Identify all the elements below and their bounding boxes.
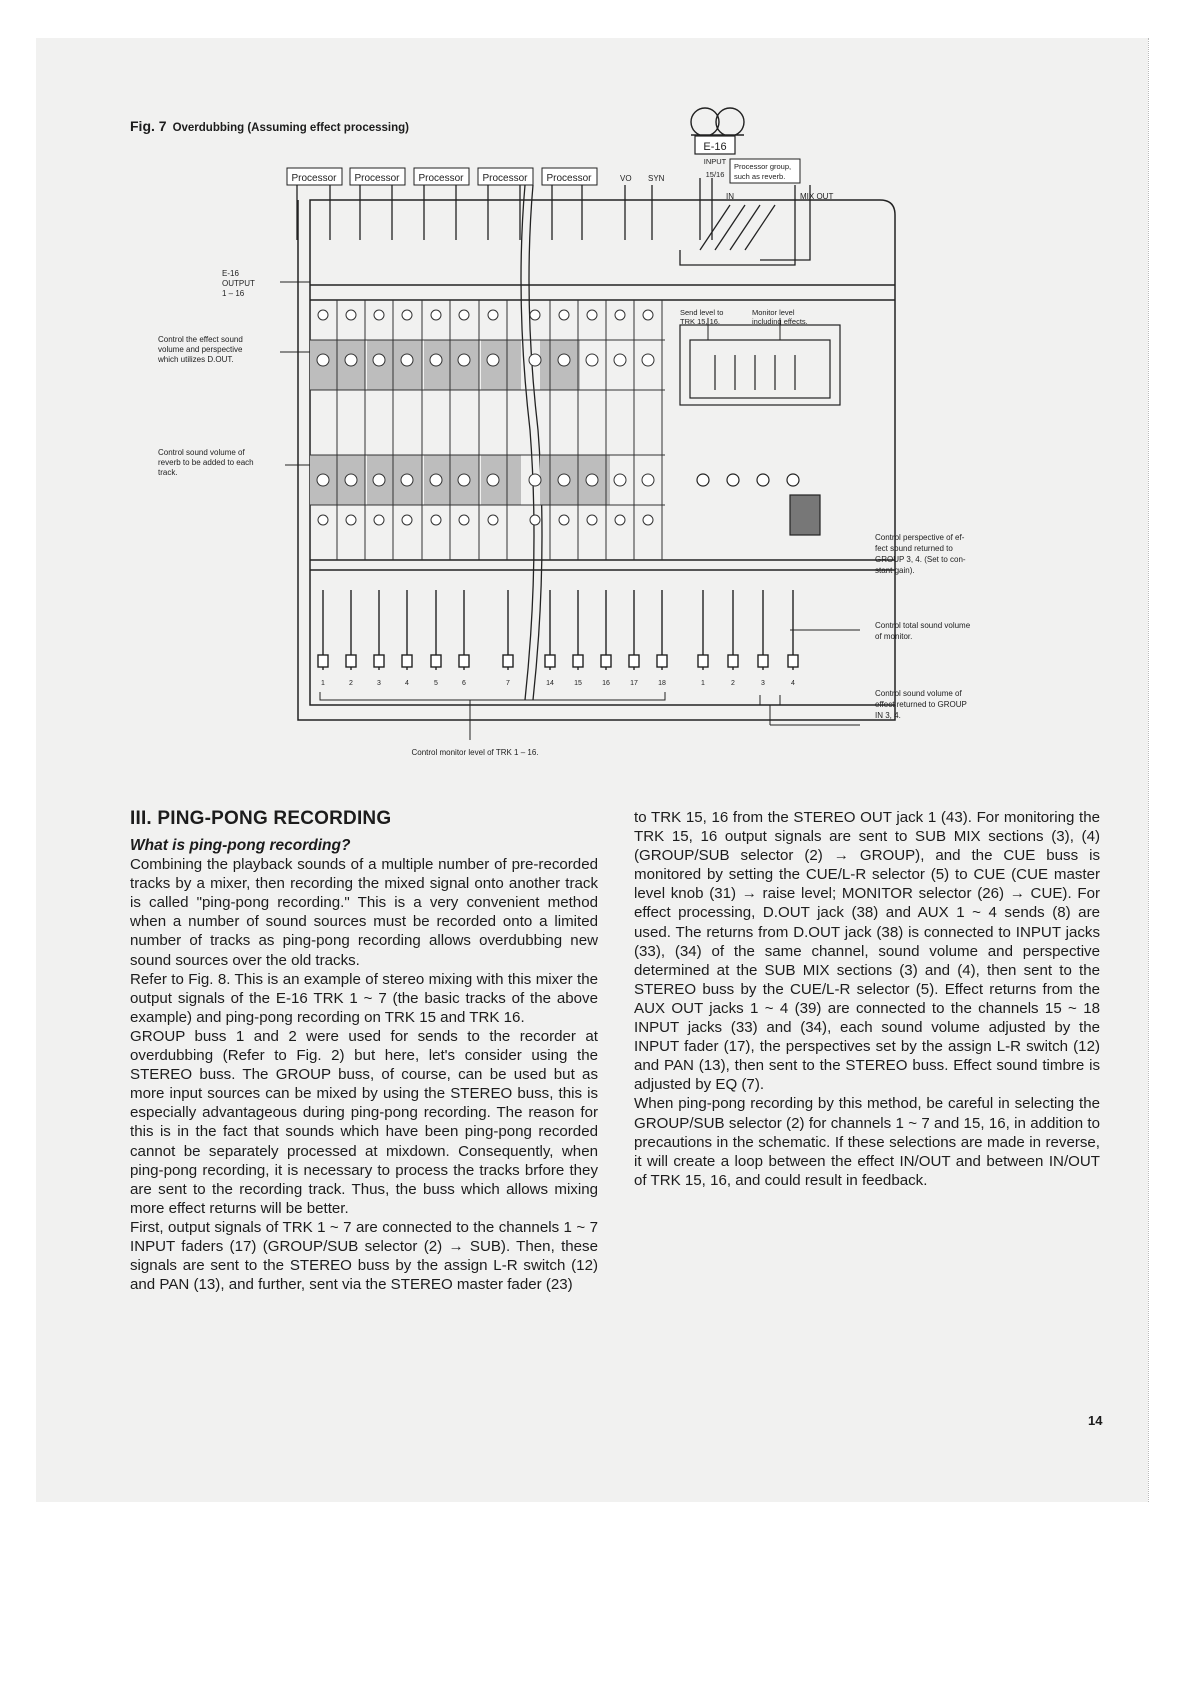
fader-number: 7 bbox=[506, 680, 510, 687]
note-reverb-3: track. bbox=[158, 468, 178, 477]
fader-number: 17 bbox=[630, 680, 638, 687]
figure-label: Fig. 7 bbox=[130, 118, 167, 134]
note-total-monitor-2: of monitor. bbox=[875, 632, 913, 641]
fader-number: 3 bbox=[761, 680, 765, 687]
processor-label: Processor bbox=[482, 173, 528, 184]
e16-output-label-3: 1 – 16 bbox=[222, 289, 245, 298]
note-group-return-2: fect sound returned to bbox=[875, 544, 953, 553]
fader-number: 2 bbox=[349, 680, 353, 687]
recorder-input-tracks: 15/16 bbox=[705, 170, 725, 179]
note-reverb-1: Control sound volume of bbox=[158, 448, 245, 457]
fader-number: 1 bbox=[701, 680, 705, 687]
note-effect-return-1: Control sound volume of bbox=[875, 689, 962, 698]
note-effect-dout-3: which utilizes D.OUT. bbox=[158, 355, 234, 364]
note-effect-return-2: effect returned to GROUP bbox=[875, 700, 967, 709]
paragraph: First, output signals of TRK 1 ~ 7 are connected to the channels 1 ~ 7 INPUT faders (17) (GROUP/SUB selector (2) → SUB). Then, these signals are sent to the STEREO buss by the assign L-R switch (12) and PAN (13), and further, sent via the STEREO master fader (23) bbox=[130, 1218, 598, 1294]
page-edge bbox=[1148, 38, 1149, 1502]
note-total-monitor-1: Control total sound volume bbox=[875, 621, 971, 630]
vo-label: VO bbox=[620, 174, 632, 183]
processor-group-note-1: Processor group, bbox=[734, 162, 792, 171]
recorder-reels-icon bbox=[691, 108, 744, 136]
section-subtitle: What is ping-pong recording? bbox=[130, 837, 351, 854]
note-monitor-level-2: including effects. bbox=[752, 317, 808, 326]
fader-number: 5 bbox=[434, 680, 438, 687]
note-reverb-2: reverb to be added to each bbox=[158, 458, 254, 467]
processor-group-note-2: such as reverb. bbox=[734, 172, 786, 181]
right-callouts bbox=[680, 308, 808, 326]
paragraph: GROUP buss 1 and 2 were used for sends to the recorder at overdubbing (Refer to Fig. 2) but here, let's consider using the STEREO buss. The GROUP buss, of course, can be used but as more input sources can be mixed by using the STEREO buss, this is especially advantageous during ping-pong recording. The reason for this is in the fact that sounds which have been ping-pong recorded cannot be separately processed at mixdown. Consequently, when ping-pong recording, it is necessary to process the tracks brfore they are sent to the recording track. Thus, the buss which allows mixing more effect returns will be better. bbox=[130, 1027, 598, 1217]
fader-number: 14 bbox=[546, 680, 554, 687]
e16-output-label-1: E-16 bbox=[222, 269, 239, 278]
paragraph: to TRK 15, 16 from the STEREO OUT jack 1 (43). For monitoring the TRK 15, 16 output signals are sent to SUB MIX sections (3), (4) (GROUP/SUB selector (2) → GROUP), and the CUE buss is monitored by setting the CUE/L-R selector (5) to CUE (CUE master level knob (31) → raise level; MONITOR selector (26) → CUE). For effect processing, D.OUT jack (38) and AUX 1 ~ 4 sends (8) are used. The returns from D.OUT jack (38) is connected to INPUT jacks (33), (34) of the same channel, sound volume and perspective determined at the SUB MIX sections (3) and (4), then sent to the STEREO buss by the CUE/L-R selector (5). Effect returns from the AUX OUT jacks 1 ~ 4 (39) are connected to the channels 15 ~ 18 INPUT jacks (33) and (34), each sound volume adjusted by the INPUT fader (17), the perspectives set by the assign L-R switch (12) and PAN (13), then sent to the STEREO buss. Effect sound timbre is adjusted by EQ (7). bbox=[634, 809, 1100, 1094]
e16-output-label-2: OUTPUT bbox=[222, 279, 255, 288]
fader-number: 2 bbox=[731, 680, 735, 687]
note-monitor-level-1: Monitor level bbox=[752, 308, 795, 317]
note-send-level-1: Send level to bbox=[680, 308, 724, 317]
fader-number: 1 bbox=[321, 680, 325, 687]
recorder-input-label: INPUT bbox=[703, 157, 727, 166]
right-notes bbox=[875, 533, 971, 720]
fader-number: 16 bbox=[602, 680, 610, 687]
syn-label: SYN bbox=[648, 174, 665, 183]
fader-number: 3 bbox=[377, 680, 381, 687]
fader-number: 6 bbox=[462, 680, 466, 687]
fader-row bbox=[318, 590, 798, 670]
paragraph: When ping-pong recording by this method, be careful in selecting the GROUP/SUB selector (2) for channels 1 ~ 7 and 15, 16, in addition to precautions in the schematic. If these selections are made in reverse, it will create a loop between the effect IN/OUT and between IN/OUT of TRK 15, 16, and could result in feedback. bbox=[634, 1095, 1100, 1189]
processor-label: Processor bbox=[291, 173, 337, 184]
note-monitor-trk: Control monitor level of TRK 1 – 16. bbox=[411, 748, 539, 757]
processor-label: Processor bbox=[354, 173, 400, 184]
figure-caption: Overdubbing (Assuming effect processing) bbox=[172, 122, 409, 134]
fader-number: 4 bbox=[405, 680, 409, 687]
in-label: IN bbox=[726, 192, 734, 201]
master-section bbox=[680, 325, 840, 535]
section-title: III. PING-PONG RECORDING bbox=[130, 808, 392, 829]
fader-number: 4 bbox=[791, 680, 795, 687]
paragraph: Combining the playback sounds of a multiple number of pre-recorded tracks by a mixer, then recording the mixed signal onto another track is called "ping-pong recording." This is a very convenient method when a number of sound sources must be recorded onto a limited number of tracks as ping-pong recording allows overdubbing new sound sources over the old tracks. bbox=[130, 856, 598, 969]
right-column bbox=[634, 808, 1100, 1190]
channel-strips bbox=[310, 300, 665, 560]
mix-out-label: MIX OUT bbox=[800, 192, 834, 201]
processor-row bbox=[287, 168, 597, 185]
overdubbing-diagram bbox=[120, 100, 1030, 805]
note-send-level-2: TRK 15, 16. bbox=[680, 317, 721, 326]
note-effect-dout-2: volume and perspective bbox=[158, 345, 243, 354]
left-callouts bbox=[157, 269, 255, 477]
note-group-return-3: GROUP 3, 4. (Set to con- bbox=[875, 555, 966, 564]
fader-numbers bbox=[321, 680, 795, 687]
note-effect-return-3: IN 3, 4. bbox=[875, 711, 901, 720]
recorder-label: E-16 bbox=[703, 141, 727, 153]
processor-label: Processor bbox=[546, 173, 592, 184]
note-group-return-4: stant gain). bbox=[875, 566, 915, 575]
left-column bbox=[130, 836, 598, 1294]
fader-number: 15 bbox=[574, 680, 582, 687]
processor-label: Processor bbox=[418, 173, 464, 184]
note-effect-dout-1: Control the effect sound bbox=[158, 335, 243, 344]
paragraph: Refer to Fig. 8. This is an example of stereo mixing with this mixer the output signals of the E-16 TRK 1 ~ 7 (the basic tracks of the above example) and ping-pong recording on TRK 15 and TRK 16. bbox=[130, 970, 598, 1026]
fader-number: 18 bbox=[658, 680, 666, 687]
page-number: 14 bbox=[1088, 1413, 1103, 1428]
note-group-return-1: Control perspective of ef- bbox=[875, 533, 965, 542]
